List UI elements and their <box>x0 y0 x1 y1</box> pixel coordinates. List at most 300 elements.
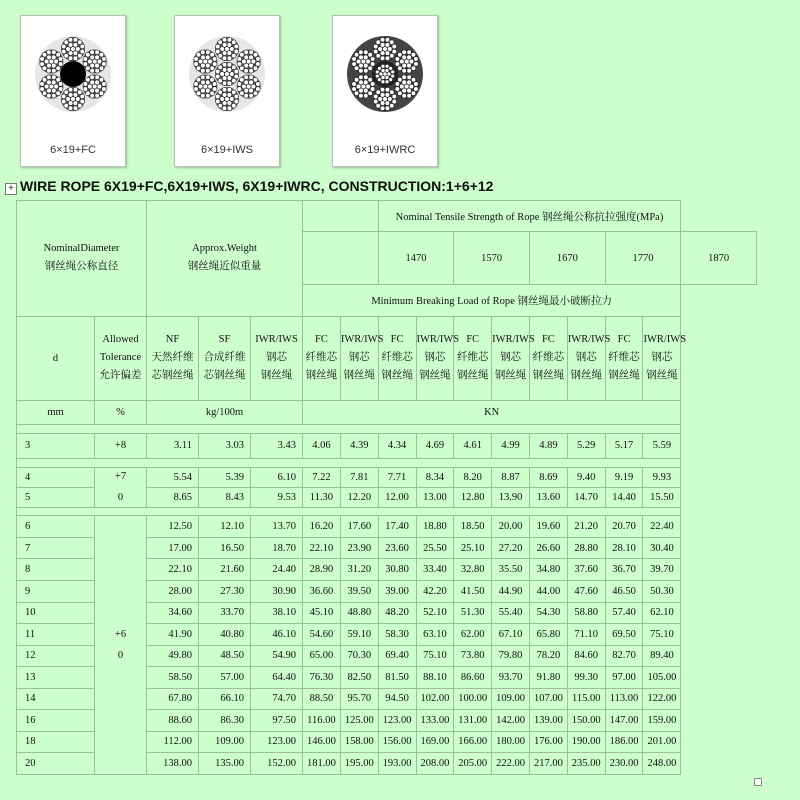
value-cell: 81.50 <box>378 667 416 689</box>
value-cell: 235.00 <box>567 753 605 775</box>
unit-load: KN <box>303 400 681 424</box>
value-cell: 17.40 <box>378 516 416 538</box>
value-cell: 125.00 <box>340 710 378 732</box>
value-cell: 9.19 <box>605 467 643 487</box>
expand-icon[interactable]: + <box>5 183 17 195</box>
value-cell: 5.29 <box>567 434 605 458</box>
value-cell: 158.00 <box>340 731 378 753</box>
col-cn2: 钢丝绳 <box>305 370 338 382</box>
col-code: FC <box>541 334 555 346</box>
value-cell: 205.00 <box>454 753 492 775</box>
value-cell: 86.30 <box>199 710 251 732</box>
col-cn1: 纤维芯 <box>456 352 489 364</box>
group-spacer <box>17 458 681 467</box>
col-cn1: 纤维芯 <box>305 352 338 364</box>
value-cell: 8.20 <box>454 467 492 487</box>
col-code: FC <box>466 334 480 346</box>
value-cell: 135.00 <box>199 753 251 775</box>
value-cell: 33.70 <box>199 602 251 624</box>
value-cell: 54.60 <box>303 624 341 646</box>
breaking-load-header: Minimum Breaking Load of Rope 钢丝绳最小破断拉力 <box>303 285 681 316</box>
value-cell: 22.10 <box>147 559 199 581</box>
value-cell: 166.00 <box>454 731 492 753</box>
value-cell: 64.40 <box>251 667 303 689</box>
value-cell: 18.80 <box>416 516 454 538</box>
value-cell: 146.00 <box>303 731 341 753</box>
value-cell: 107.00 <box>529 688 567 710</box>
col-cn1: 纤维芯 <box>608 352 640 364</box>
diameter-cell: 6 <box>17 516 95 538</box>
value-cell: 20.70 <box>605 516 643 538</box>
value-cell: 40.80 <box>199 624 251 646</box>
value-cell: 41.90 <box>147 624 199 646</box>
value-cell: 230.00 <box>605 753 643 775</box>
unit-pct: % <box>95 400 147 424</box>
col-code: IWR/IWS <box>567 334 611 346</box>
value-cell: 93.70 <box>492 667 530 689</box>
col-cn2: 钢丝绳 <box>608 370 640 382</box>
grade-1870: 1870 <box>681 232 757 285</box>
value-cell: 24.40 <box>251 559 303 581</box>
image-6x19-iws <box>174 15 280 167</box>
value-cell: 75.10 <box>643 624 681 646</box>
tolerance-header <box>95 316 147 400</box>
value-cell: 97.50 <box>251 710 303 732</box>
value-cell: 109.00 <box>492 688 530 710</box>
nominal-diameter-header <box>17 201 147 317</box>
value-cell: 7.81 <box>340 467 378 487</box>
col-cn2: 钢丝绳 <box>343 370 375 382</box>
approx-weight-en: Approx.Weight <box>192 243 257 255</box>
col-cn1: 纤维芯 <box>532 352 565 364</box>
value-cell: 208.00 <box>416 753 454 775</box>
value-cell: 17.60 <box>340 516 378 538</box>
col-cn2: 芯钢丝绳 <box>203 370 246 382</box>
value-cell: 15.50 <box>643 487 681 507</box>
value-cell: 46.50 <box>605 580 643 602</box>
value-cell: 28.90 <box>303 559 341 581</box>
value-cell: 156.00 <box>378 731 416 753</box>
value-cell: 70.30 <box>340 645 378 667</box>
value-cell: 12.20 <box>340 487 378 507</box>
value-cell: 14.40 <box>605 487 643 507</box>
value-cell: 116.00 <box>303 710 341 732</box>
value-cell: 27.30 <box>199 580 251 602</box>
value-cell: 44.90 <box>492 580 530 602</box>
value-cell: 97.00 <box>605 667 643 689</box>
grade-1670: 1670 <box>529 232 605 285</box>
value-cell: 48.80 <box>340 602 378 624</box>
value-cell: 9.93 <box>643 467 681 487</box>
value-cell: 190.00 <box>567 731 605 753</box>
value-cell: 13.90 <box>492 487 530 507</box>
value-cell: 8.69 <box>529 467 567 487</box>
weight-col-header <box>199 316 251 400</box>
value-cell: 36.70 <box>605 559 643 581</box>
value-cell: 7.22 <box>303 467 341 487</box>
value-cell: 142.00 <box>492 710 530 732</box>
value-cell: 4.99 <box>492 434 530 458</box>
value-cell: 169.00 <box>416 731 454 753</box>
blank-cell <box>303 201 379 232</box>
value-cell: 58.50 <box>147 667 199 689</box>
value-cell: 69.40 <box>378 645 416 667</box>
strength-col-header <box>416 316 460 400</box>
col-cn1: 钢芯 <box>575 352 597 364</box>
value-cell: 23.90 <box>340 537 378 559</box>
col-cn2: 钢丝绳 <box>456 370 489 382</box>
value-cell: 217.00 <box>529 753 567 775</box>
value-cell: 21.20 <box>567 516 605 538</box>
value-cell: 4.61 <box>454 434 492 458</box>
value-cell: 12.10 <box>199 516 251 538</box>
col-cn1: 钢芯 <box>266 352 287 364</box>
value-cell: 63.10 <box>416 624 454 646</box>
diameter-cell: 9 <box>17 580 95 602</box>
value-cell: 50.30 <box>643 580 681 602</box>
value-cell: 186.00 <box>605 731 643 753</box>
col-code: IWR/IWS <box>643 334 687 346</box>
value-cell: 65.80 <box>529 624 567 646</box>
col-cn2: 钢丝绳 <box>419 370 451 382</box>
value-cell: 46.10 <box>251 624 303 646</box>
value-cell: 139.00 <box>529 710 567 732</box>
value-cell: 28.00 <box>147 580 199 602</box>
value-cell: 6.10 <box>251 467 303 487</box>
value-cell: 5.17 <box>605 434 643 458</box>
strength-col-header <box>454 316 492 400</box>
value-cell: 79.80 <box>492 645 530 667</box>
approx-weight-cn: 钢丝绳近似重量 <box>187 261 262 273</box>
value-cell: 54.90 <box>251 645 303 667</box>
value-cell: 13.00 <box>416 487 454 507</box>
value-cell: 37.60 <box>567 559 605 581</box>
value-cell: 100.00 <box>454 688 492 710</box>
value-cell: 122.00 <box>643 688 681 710</box>
value-cell: 28.80 <box>567 537 605 559</box>
diameter-cell: 11 <box>17 624 95 646</box>
value-cell: 195.00 <box>340 753 378 775</box>
value-cell: 62.10 <box>643 602 681 624</box>
value-cell: 94.50 <box>378 688 416 710</box>
value-cell: 8.87 <box>492 467 530 487</box>
value-cell: 33.40 <box>416 559 454 581</box>
tensile-strength-header <box>378 201 681 232</box>
tolerance-en2: Tolerance <box>99 352 142 364</box>
col-code: IWR/IWS <box>492 334 535 346</box>
value-cell: 16.50 <box>199 537 251 559</box>
value-cell: 84.60 <box>567 645 605 667</box>
strength-col-header <box>567 316 611 400</box>
value-cell: 67.10 <box>492 624 530 646</box>
value-cell: 55.40 <box>492 602 530 624</box>
value-cell: 12.00 <box>378 487 416 507</box>
value-cell: 44.00 <box>529 580 567 602</box>
col-code: FC <box>617 334 631 346</box>
value-cell: 193.00 <box>378 753 416 775</box>
value-cell: 32.80 <box>454 559 492 581</box>
value-cell: 30.80 <box>378 559 416 581</box>
value-cell: 88.10 <box>416 667 454 689</box>
strength-col-header <box>378 316 416 400</box>
value-cell: 19.60 <box>529 516 567 538</box>
value-cell: 27.20 <box>492 537 530 559</box>
diameter-cell: 14 <box>17 688 95 710</box>
tolerance-cell <box>95 516 147 775</box>
value-cell: 25.10 <box>454 537 492 559</box>
col-cn2: 钢丝绳 <box>532 370 565 382</box>
tolerance-value: +6 <box>114 629 127 641</box>
table-row <box>17 467 757 487</box>
page-title: WIRE ROPE 6X19+FC,6X19+IWS, 6X19+IWRC, CONSTRUCTION:1+6+12 <box>20 178 494 194</box>
grade-1470: 1470 <box>378 232 454 285</box>
value-cell: 21.60 <box>199 559 251 581</box>
value-cell: 109.00 <box>199 731 251 753</box>
value-cell: 35.50 <box>492 559 530 581</box>
col-cn2: 钢丝绳 <box>260 370 293 382</box>
value-cell: 22.40 <box>643 516 681 538</box>
value-cell: 59.10 <box>340 624 378 646</box>
value-cell: 88.60 <box>147 710 199 732</box>
value-cell: 180.00 <box>492 731 530 753</box>
value-cell: 9.40 <box>567 467 605 487</box>
value-cell: 18.50 <box>454 516 492 538</box>
col-code: NF <box>165 334 180 346</box>
value-cell: 11.30 <box>303 487 341 507</box>
unit-weight: kg/100m <box>147 400 303 424</box>
rope-cross-section-fc <box>33 34 113 114</box>
rope-cross-section-iwrc <box>345 34 425 114</box>
value-cell: 102.00 <box>416 688 454 710</box>
value-cell: 34.80 <box>529 559 567 581</box>
tensile-strength-label: Nominal Tensile Strength of Rope 钢丝绳公称抗拉强度(MPa) <box>395 211 664 223</box>
value-cell: 8.34 <box>416 467 454 487</box>
value-cell: 82.70 <box>605 645 643 667</box>
value-cell: 39.70 <box>643 559 681 581</box>
col-code: IWR/IWS <box>340 334 384 346</box>
value-cell: 14.70 <box>567 487 605 507</box>
tolerance-cell <box>95 467 147 507</box>
col-cn1: 天然纤维 <box>151 352 194 364</box>
value-cell: 176.00 <box>529 731 567 753</box>
value-cell: 9.53 <box>251 487 303 507</box>
value-cell: 3.03 <box>199 434 251 458</box>
value-cell: 13.60 <box>529 487 567 507</box>
col-code: IWR/IWS <box>255 334 298 346</box>
tolerance-value: +8 <box>114 440 127 452</box>
value-cell: 112.00 <box>147 731 199 753</box>
grade-1570: 1570 <box>454 232 530 285</box>
value-cell: 62.00 <box>454 624 492 646</box>
tolerance-en1: Allowed <box>102 334 139 346</box>
diameter-cell: 16 <box>17 710 95 732</box>
strength-col-header <box>303 316 341 400</box>
rope-cross-section-iws <box>187 34 267 114</box>
value-cell: 201.00 <box>643 731 681 753</box>
tolerance-cell <box>95 434 147 458</box>
value-cell: 34.60 <box>147 602 199 624</box>
unit-mm: mm <box>17 400 95 424</box>
blank-cell <box>303 232 379 285</box>
value-cell: 105.00 <box>643 667 681 689</box>
col-cn1: 钢芯 <box>500 352 522 364</box>
value-cell: 95.70 <box>340 688 378 710</box>
value-cell: 57.40 <box>605 602 643 624</box>
value-cell: 4.69 <box>416 434 454 458</box>
diameter-cell: 5 <box>17 487 95 507</box>
value-cell: 52.10 <box>416 602 454 624</box>
value-cell: 25.50 <box>416 537 454 559</box>
value-cell: 4.89 <box>529 434 567 458</box>
value-cell: 41.50 <box>454 580 492 602</box>
diameter-cell: 20 <box>17 753 95 775</box>
value-cell: 181.00 <box>303 753 341 775</box>
value-cell: 89.40 <box>643 645 681 667</box>
value-cell: 31.20 <box>340 559 378 581</box>
tolerance-cn: 允许偏差 <box>99 370 142 382</box>
value-cell: 7.71 <box>378 467 416 487</box>
value-cell: 150.00 <box>567 710 605 732</box>
value-cell: 54.30 <box>529 602 567 624</box>
col-cn1: 钢芯 <box>651 352 673 364</box>
value-cell: 131.00 <box>454 710 492 732</box>
col-cn1: 钢芯 <box>424 352 446 364</box>
value-cell: 78.20 <box>529 645 567 667</box>
value-cell: 74.70 <box>251 688 303 710</box>
value-cell: 57.00 <box>199 667 251 689</box>
col-cn2: 钢丝绳 <box>494 370 527 382</box>
d-header: d <box>17 316 95 400</box>
value-cell: 58.80 <box>567 602 605 624</box>
value-cell: 248.00 <box>643 753 681 775</box>
value-cell: 66.10 <box>199 688 251 710</box>
value-cell: 47.60 <box>567 580 605 602</box>
value-cell: 8.65 <box>147 487 199 507</box>
image-caption: 6×19+IWS <box>201 144 253 156</box>
value-cell: 49.80 <box>147 645 199 667</box>
strength-col-header <box>340 316 384 400</box>
value-cell: 8.43 <box>199 487 251 507</box>
value-cell: 30.90 <box>251 580 303 602</box>
weight-col-header <box>147 316 199 400</box>
value-cell: 18.70 <box>251 537 303 559</box>
grade-1770: 1770 <box>605 232 681 285</box>
value-cell: 51.30 <box>454 602 492 624</box>
strength-col-header <box>529 316 567 400</box>
resize-handle-icon <box>754 778 762 786</box>
col-cn1: 纤维芯 <box>381 352 413 364</box>
col-cn1: 钢芯 <box>348 352 370 364</box>
value-cell: 152.00 <box>251 753 303 775</box>
strength-col-header <box>643 316 687 400</box>
value-cell: 67.80 <box>147 688 199 710</box>
value-cell: 4.34 <box>378 434 416 458</box>
value-cell: 45.10 <box>303 602 341 624</box>
spec-table <box>16 200 757 775</box>
diameter-cell: 12 <box>17 645 95 667</box>
image-6x19-iwrc <box>332 15 438 167</box>
value-cell: 5.54 <box>147 467 199 487</box>
tolerance-value: 0 <box>117 650 124 662</box>
value-cell: 58.30 <box>378 624 416 646</box>
diameter-cell: 13 <box>17 667 95 689</box>
col-code: IWR/IWS <box>416 334 460 346</box>
value-cell: 123.00 <box>378 710 416 732</box>
value-cell: 12.50 <box>147 516 199 538</box>
value-cell: 38.10 <box>251 602 303 624</box>
value-cell: 4.06 <box>303 434 341 458</box>
diameter-cell: 8 <box>17 559 95 581</box>
value-cell: 71.10 <box>567 624 605 646</box>
table-row <box>17 516 757 538</box>
value-cell: 159.00 <box>643 710 681 732</box>
value-cell: 28.10 <box>605 537 643 559</box>
value-cell: 22.10 <box>303 537 341 559</box>
value-cell: 86.60 <box>454 667 492 689</box>
value-cell: 48.20 <box>378 602 416 624</box>
diameter-cell: 3 <box>17 434 95 458</box>
value-cell: 222.00 <box>492 753 530 775</box>
value-cell: 69.50 <box>605 624 643 646</box>
col-code: FC <box>315 334 328 346</box>
value-cell: 75.10 <box>416 645 454 667</box>
image-6x19-fc <box>20 15 126 167</box>
value-cell: 39.50 <box>340 580 378 602</box>
col-cn2: 钢丝绳 <box>570 370 602 382</box>
group-spacer <box>17 507 681 516</box>
value-cell: 16.20 <box>303 516 341 538</box>
strength-col-header <box>492 316 535 400</box>
col-cn2: 钢丝绳 <box>381 370 413 382</box>
col-cn2: 钢丝绳 <box>646 370 678 382</box>
group-spacer <box>17 425 681 434</box>
value-cell: 23.60 <box>378 537 416 559</box>
approx-weight-header <box>147 201 303 317</box>
value-cell: 42.20 <box>416 580 454 602</box>
value-cell: 99.30 <box>567 667 605 689</box>
nominal-diameter-cn: 钢丝绳公称直径 <box>44 261 119 273</box>
value-cell: 88.50 <box>303 688 341 710</box>
table-row <box>17 434 757 458</box>
value-cell: 73.80 <box>454 645 492 667</box>
tolerance-value: 0 <box>117 492 124 504</box>
value-cell: 17.00 <box>147 537 199 559</box>
tolerance-value: +7 <box>114 471 127 483</box>
value-cell: 65.00 <box>303 645 341 667</box>
value-cell: 76.30 <box>303 667 341 689</box>
value-cell: 13.70 <box>251 516 303 538</box>
image-caption: 6×19+IWRC <box>354 144 416 156</box>
value-cell: 91.80 <box>529 667 567 689</box>
value-cell: 3.11 <box>147 434 199 458</box>
diameter-cell: 10 <box>17 602 95 624</box>
diameter-cell: 4 <box>17 467 95 487</box>
value-cell: 39.00 <box>378 580 416 602</box>
value-cell: 30.40 <box>643 537 681 559</box>
value-cell: 113.00 <box>605 688 643 710</box>
col-code: FC <box>390 334 404 346</box>
value-cell: 133.00 <box>416 710 454 732</box>
value-cell: 123.00 <box>251 731 303 753</box>
image-caption: 6×19+FC <box>50 144 96 156</box>
value-cell: 36.60 <box>303 580 341 602</box>
strength-col-header <box>605 316 643 400</box>
col-code: SF <box>218 334 231 346</box>
value-cell: 147.00 <box>605 710 643 732</box>
value-cell: 26.60 <box>529 537 567 559</box>
diameter-cell: 18 <box>17 731 95 753</box>
nominal-diameter-en: NominalDiameter <box>43 243 120 255</box>
